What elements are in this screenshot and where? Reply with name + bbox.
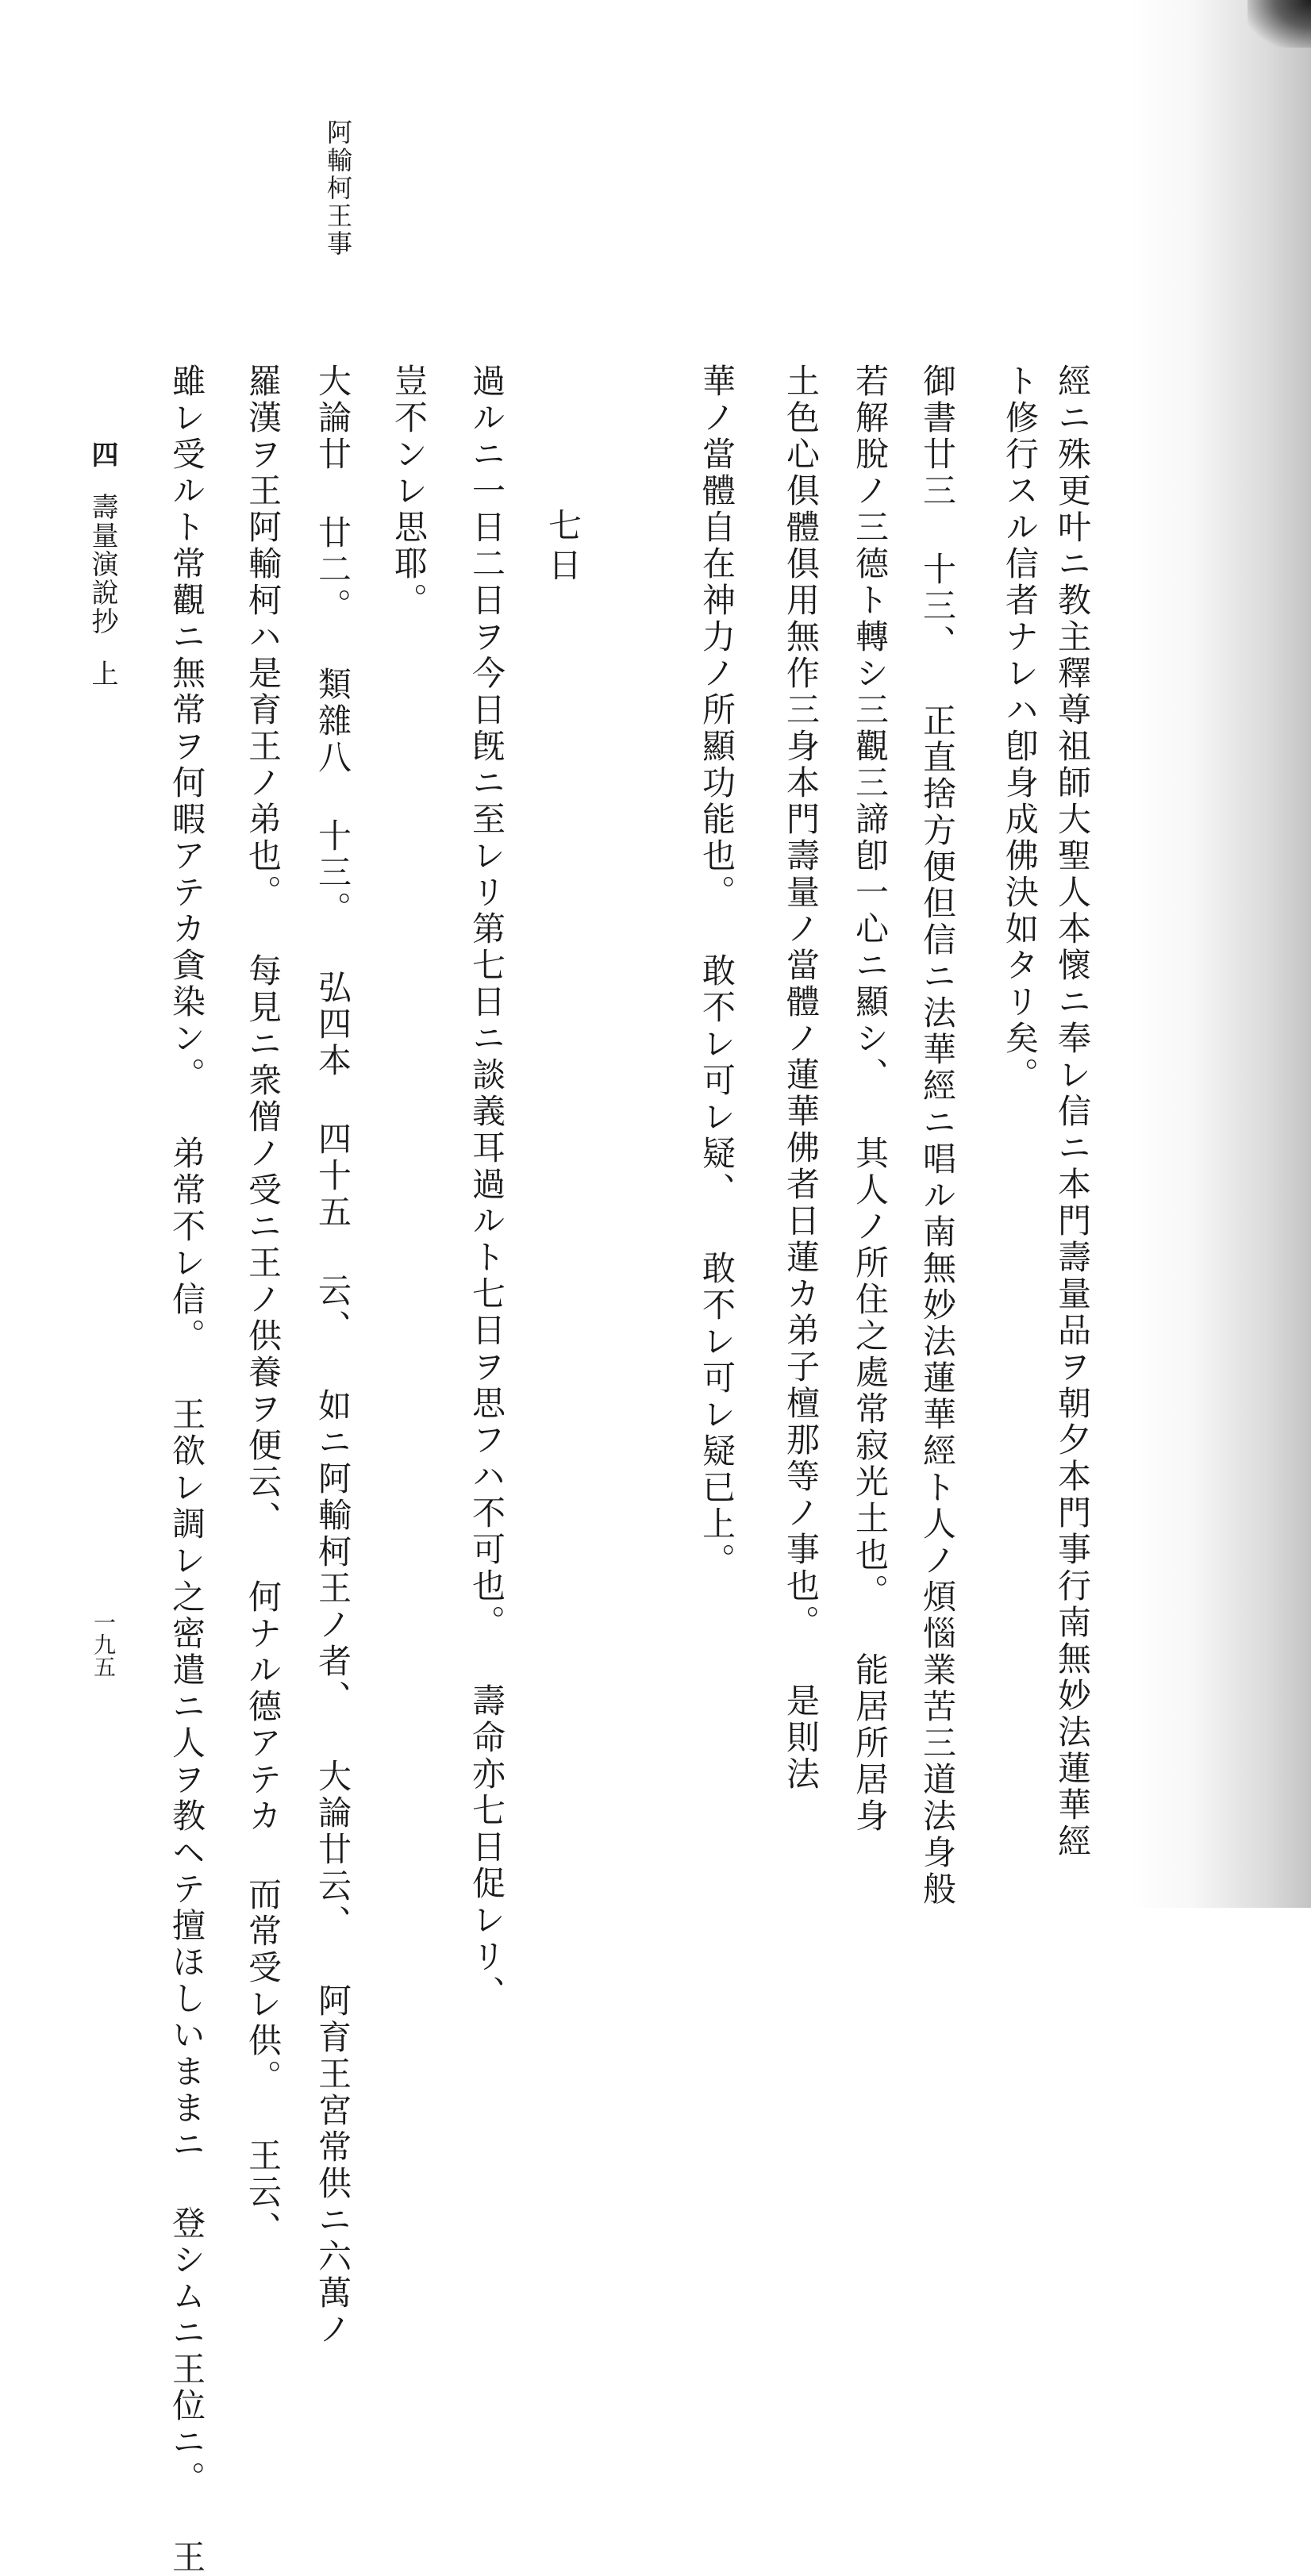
text-line-9: 大論廿 廿二。 類雜八 十三。 弘四本 四十五 云、 如ニ阿輸柯王ノ者、 大論廿云、 阿育王宮常供ニ六萬ノ: [313, 363, 352, 2348]
footer-number: 四: [87, 440, 118, 469]
text-line-5: 土色心俱體俱用無作三身本門壽量ノ當體ノ蓮華佛者日蓮カ弟子檀那等ノ事也。 是則法: [782, 363, 821, 1793]
footer-running-head: [89, 440, 116, 688]
text-line-7: 過ルニ一日二日ヲ今日旣ニ至レリ第七日ニ談義耳過ルト七日ヲ思フハ不可也。 壽命亦七日促レリ、: [467, 363, 506, 2012]
running-title: 阿輸柯王事: [323, 119, 353, 258]
section-heading: 七日: [544, 508, 582, 587]
footer-book-title: 壽量演說抄: [87, 493, 118, 636]
scan-edge-shadow: [1128, 0, 1311, 1908]
footer-volume: 上: [87, 659, 118, 688]
text-line-11: 雖レ受ルト常觀ニ無常ヲ何暇アテカ貪染ン。 弟常不レ信。 王欲レ調レ之密遣ニ人ヲ教ヘテ擅ほしいままニ 登シムニ王位ニ。 王: [167, 363, 206, 2576]
page-number: 一九五: [90, 1611, 117, 1678]
text-line-2: ト修行スル信者ナレハ卽身成佛決如タリ矣。: [1001, 363, 1040, 1094]
text-line-10: 羅漢ヲ王阿輸柯ハ是育王ノ弟也。 每見ニ衆僧ノ受ニ王ノ供養ヲ便云、 何ナル德アテカ 而常受レ供。 王云、: [244, 363, 283, 2247]
text-line-1: 經ニ殊更叶ニ教主釋尊祖師大聖人本懷ニ奉レ信ニ本門壽量品ヲ朝夕本門事行南無妙法蓮華經: [1053, 363, 1092, 1860]
text-line-6: 華ノ當體自在神力ノ所顯功能也。 敢不レ可レ疑、 敢不レ可レ疑已上。: [698, 363, 736, 1579]
text-line-3: 御書廿三 十三、 正直捨方便但信ニ法華經ニ唱ル南無妙法蓮華經ト人ノ煩惱業苦三道法身般: [918, 363, 957, 1908]
text-line-4: 若解脫ノ三德ト轉シ三觀三諦卽一心ニ顯シ、 其人ノ所住之處常寂光土也。 能居所居身: [851, 363, 890, 1835]
scan-corner-shadow: [1248, 0, 1311, 48]
text-line-8: 豈不ンレ思耶。: [390, 363, 429, 619]
